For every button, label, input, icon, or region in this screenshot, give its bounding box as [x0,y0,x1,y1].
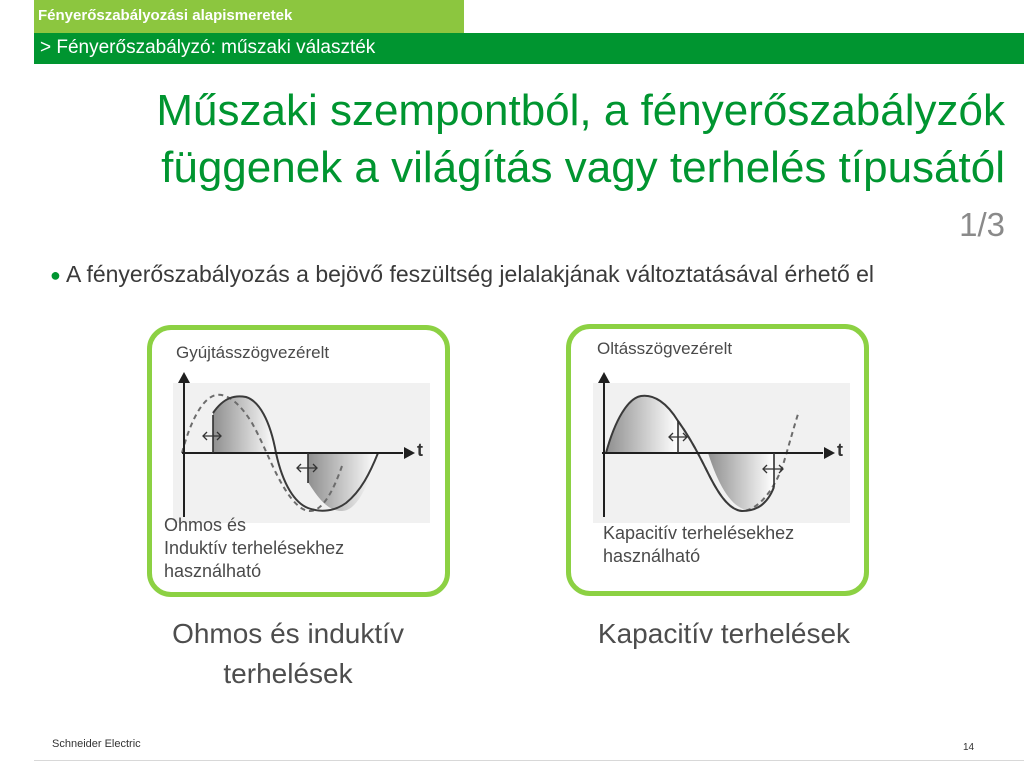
page-fraction: 1/3 [959,206,1005,243]
page-title-line-2: függenek a világítás vagy terhelés típusától [161,143,1005,192]
trailing-edge-caption-line-1: Kapacitív terhelések [597,618,851,649]
leading-edge-description-line-2: Induktív terhelésekhez [164,538,345,558]
trailing-edge-title: Oltásszögvezérelt [597,339,733,358]
leading-edge-axis-label: t [417,440,423,460]
leading-edge-caption-line-1: Ohmos és induktív [172,618,404,649]
leading-edge-description [164,514,344,583]
trailing-edge-description-line-1: Kapacitív terhelésekhez [603,523,795,543]
bullet-icon: ● [50,265,61,285]
footer-company-name: Schneider Electric [52,738,141,750]
bullet-text: A fényerőszabályozás a bejövő feszültség jelalakjának változtatásával érhető el [66,261,875,287]
leading-edge-description-line-1: Ohmos és [164,515,247,535]
trailing-edge-axis-label: t [837,440,843,460]
leading-edge-y-arrow-icon [178,372,190,383]
trailing-edge-description-line-2: használható [603,546,701,566]
header-title: Fényerőszabályozási alapismeretek [38,7,293,24]
leading-edge-caption-line-2: terhelések [223,658,353,689]
page-title [15,82,1005,196]
leading-edge-description-line-3: használható [164,561,262,581]
footer-page-number: 14 [963,742,975,753]
trailing-edge-description [603,522,794,568]
leading-edge-title: Gyújtásszögvezérelt [176,343,330,362]
trailing-edge-caption [548,614,900,654]
leading-edge-caption [118,614,458,694]
leading-edge-waveform [170,365,432,523]
trailing-edge-y-arrow-icon [598,372,610,383]
bullet-item [50,259,970,290]
trailing-edge-waveform [590,365,852,523]
page-title-line-1: Műszaki szempontból, a fényerőszabályzók [156,86,1005,135]
subheader-title: > Fényerőszabályzó: műszaki választék [40,37,376,58]
footer-divider [34,760,1024,761]
